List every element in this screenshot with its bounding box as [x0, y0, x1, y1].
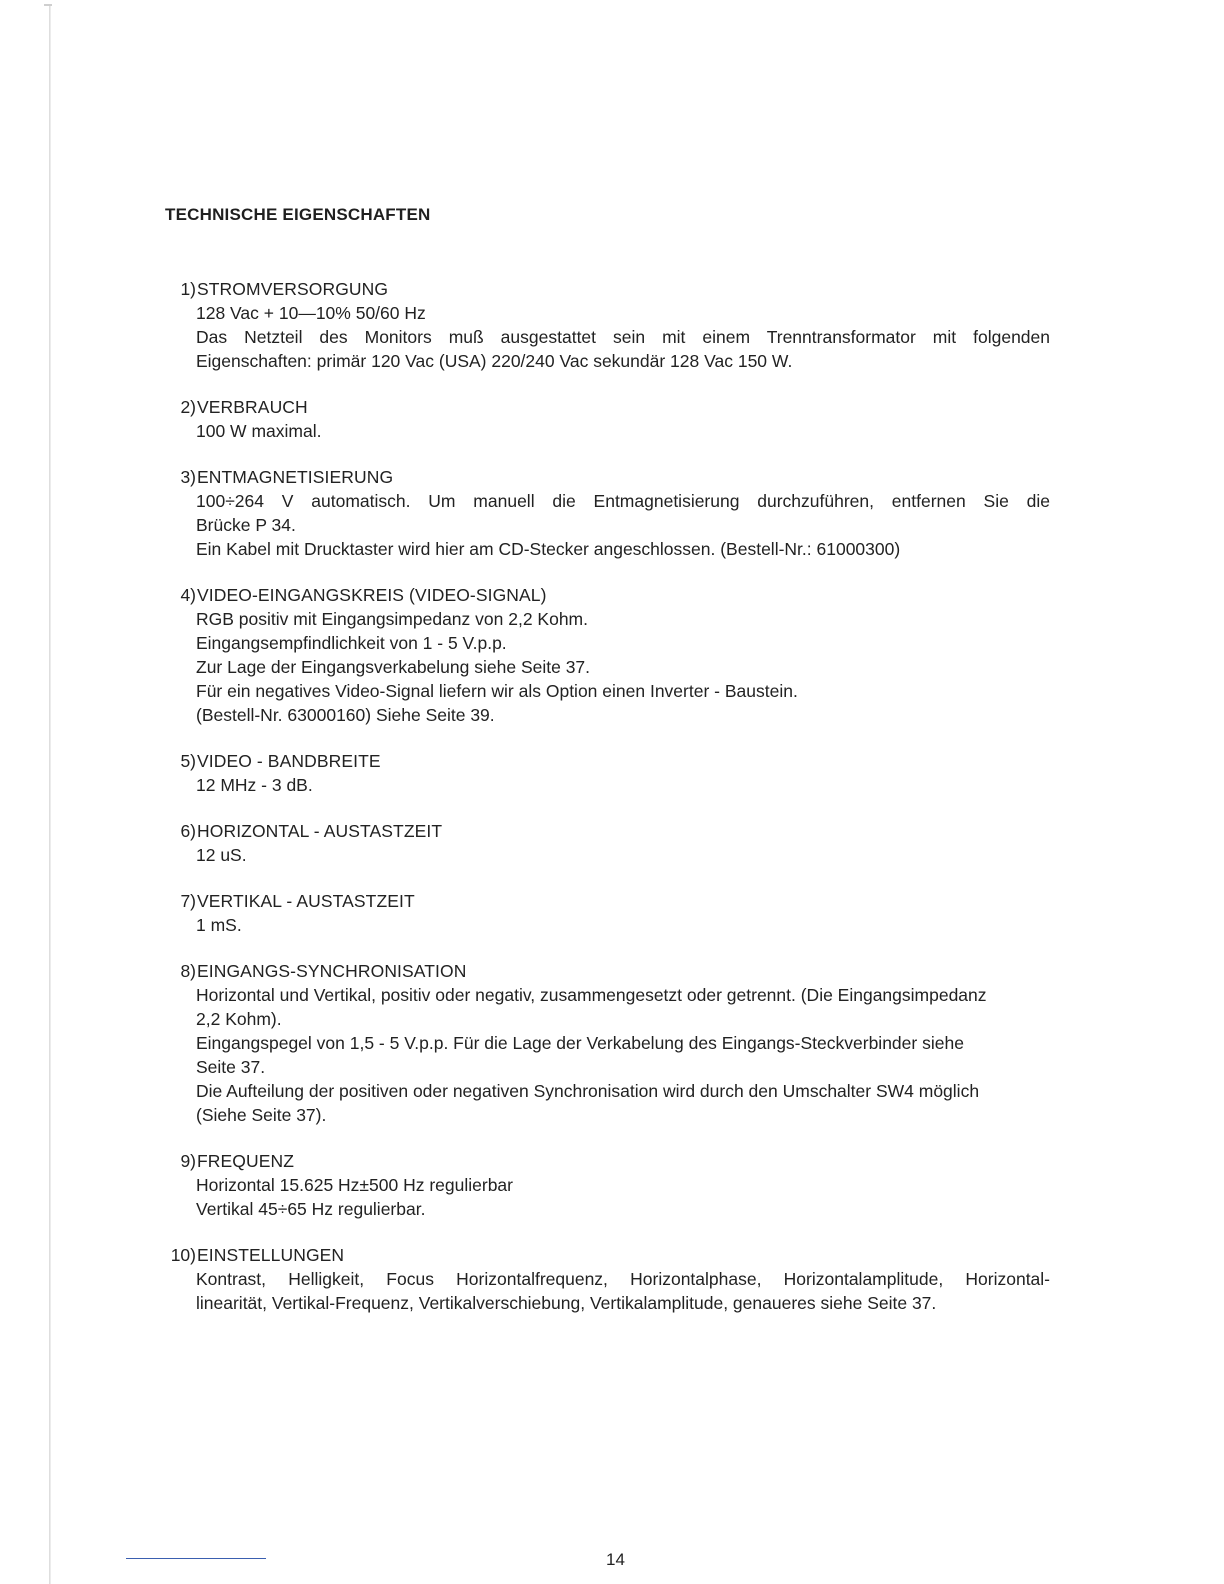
section-title: ENTMAGNETISIERUNG [197, 467, 394, 487]
section-number: 2) [180, 397, 196, 417]
spec-section [160, 819, 1050, 867]
spec-sections [160, 277, 1050, 1337]
section-line: 12 uS. [196, 845, 247, 865]
scan-edge-corner [44, 4, 52, 6]
spec-section [160, 277, 1050, 373]
section-number: 5) [180, 751, 196, 771]
scan-edge-line [49, 4, 51, 1584]
section-body [196, 913, 1050, 937]
spec-section [160, 395, 1050, 443]
section-heading [160, 819, 1050, 843]
section-title: VIDEO - BANDBREITE [197, 751, 381, 771]
section-number: 4) [180, 585, 196, 605]
section-number: 3) [180, 467, 196, 487]
section-heading [160, 277, 1050, 301]
section-body [196, 1173, 1050, 1221]
section-line: 100 W maximal. [196, 421, 322, 441]
section-body [196, 607, 1050, 727]
section-line: Vertikal 45÷65 Hz regulierbar. [196, 1199, 426, 1219]
spec-section [160, 583, 1050, 727]
section-title: VERTIKAL - AUSTASTZEIT [197, 891, 415, 911]
section-line: 1 mS. [196, 915, 242, 935]
spec-section [160, 1149, 1050, 1221]
section-title: VIDEO-EINGANGSKREIS (VIDEO-SIGNAL) [197, 585, 547, 605]
section-number: 6) [180, 821, 196, 841]
section-line: Eingangspegel von 1,5 - 5 V.p.p. Für die Lage der Verkabelung des Eingangs-Steckverbinder siehe [196, 1033, 964, 1053]
section-line: Die Aufteilung der positiven oder negativen Synchronisation wird durch den Umschalter SW4 möglich [196, 1081, 980, 1101]
section-line: 128 Vac + 10—10% 50/60 Hz [196, 303, 426, 323]
section-body [196, 419, 1050, 443]
section-body [196, 489, 1050, 561]
section-line: Horizontal und Vertikal, positiv oder negativ, zusammengesetzt oder getrennt. (Die Eingangsimpedanz [196, 985, 987, 1005]
section-body [196, 301, 1050, 373]
section-number: 9) [180, 1151, 196, 1171]
section-heading [160, 1243, 1050, 1267]
section-title: EINSTELLUNGEN [197, 1245, 345, 1265]
section-body [196, 1267, 1050, 1315]
section-line: (Siehe Seite 37). [196, 1105, 327, 1125]
section-number: 1) [180, 279, 196, 299]
section-line: Horizontal 15.625 Hz±500 Hz regulierbar [196, 1175, 513, 1195]
section-body [196, 983, 1050, 1127]
section-heading [160, 395, 1050, 419]
section-body [196, 843, 1050, 867]
section-title: FREQUENZ [197, 1151, 295, 1171]
section-heading [160, 465, 1050, 489]
section-line: linearität, Vertikal-Frequenz, Vertikalverschiebung, Vertikalamplitude, genaueres siehe Seite 37. [196, 1293, 937, 1313]
section-line: RGB positiv mit Eingangsimpedanz von 2,2 Kohm. [196, 609, 588, 629]
section-line: Zur Lage der Eingangsverkabelung siehe Seite 37. [196, 657, 591, 677]
page-number: 14 [606, 1550, 625, 1569]
section-line: Eigenschaften: primär 120 Vac (USA) 220/240 Vac sekundär 128 Vac 150 W. [196, 351, 793, 371]
section-line: 2,2 Kohm). [196, 1009, 282, 1029]
section-heading [160, 749, 1050, 773]
section-line: 12 MHz - 3 dB. [196, 775, 313, 795]
section-line: Ein Kabel mit Drucktaster wird hier am CD-Stecker angeschlossen. (Bestell-Nr.: 61000300) [196, 539, 901, 559]
page-title: TECHNISCHE EIGENSCHAFTEN [165, 205, 431, 224]
section-title: VERBRAUCH [197, 397, 308, 417]
section-line: 100÷264 V automatisch. Um manuell die Entmagnetisierung durchzuführen, entfernen Sie die [196, 491, 1050, 511]
spec-section [160, 959, 1050, 1127]
section-line: Eingangsempfindlichkeit von 1 - 5 V.p.p. [196, 633, 507, 653]
section-line: (Bestell-Nr. 63000160) Siehe Seite 39. [196, 705, 495, 725]
spec-section [160, 1243, 1050, 1315]
spec-section [160, 889, 1050, 937]
section-line: Für ein negatives Video-Signal liefern wir als Option einen Inverter - Baustein. [196, 681, 798, 701]
section-line: Brücke P 34. [196, 515, 296, 535]
section-heading [160, 889, 1050, 913]
section-body [196, 773, 1050, 797]
section-number: 7) [180, 891, 196, 911]
section-line: Kontrast, Helligkeit, Focus Horizontalfrequenz, Horizontalphase, Horizontalamplitude, Horizontal- [196, 1269, 1050, 1289]
section-line: Seite 37. [196, 1057, 266, 1077]
section-number: 8) [180, 961, 196, 981]
section-heading [160, 1149, 1050, 1173]
section-heading [160, 959, 1050, 983]
spec-section [160, 749, 1050, 797]
spec-section [160, 465, 1050, 561]
footer-rule [126, 1558, 266, 1559]
section-line: Das Netzteil des Monitors muß ausgestattet sein mit einem Trenntransformator mit folgenden [196, 327, 1050, 347]
section-title: STROMVERSORGUNG [197, 279, 389, 299]
section-title: HORIZONTAL - AUSTASTZEIT [197, 821, 443, 841]
section-title: EINGANGS-SYNCHRONISATION [197, 961, 467, 981]
section-heading [160, 583, 1050, 607]
section-number: 10) [170, 1245, 196, 1265]
